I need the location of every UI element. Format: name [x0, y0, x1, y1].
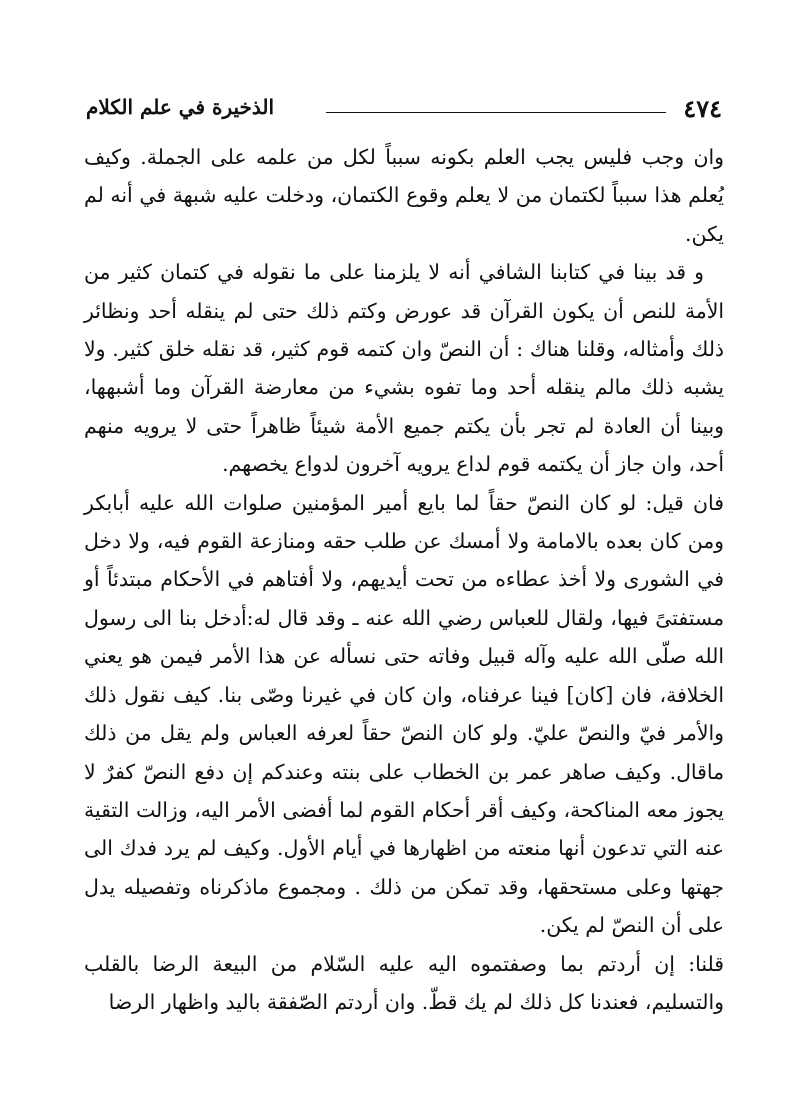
- paragraph-4: قلنا: إن أردتم بما وصفتموه اليه عليه السّلام من البيعة الرضا بالقلب والتسليم، فعندنا كل ذلك لم يك قطّ. وان أردتم الصّفقة باليد واظهار الرضا: [84, 951, 724, 1014]
- header-rule: [326, 112, 666, 113]
- page-number: ٤٧٤: [683, 94, 722, 123]
- page-header: [86, 92, 722, 128]
- running-title: الذخيرة في علم الكلام: [86, 95, 275, 119]
- body-text: [84, 138, 724, 1021]
- paragraph-1: وان وجب فليس يجب العلم بكونه سبباً لكل من علمه على الجملة. وكيف يُعلم هذا سبباً لكتمان من لا يعلم وقوع الكتمان، ودخلت عليه شبهة في أنه لم يكن.: [84, 145, 724, 246]
- paragraph-3: فان قيل: لو كان النصّ حقاً لما بايع أمير المؤمنين صلوات الله عليه أبابكر ومن كان بعده بالامامة ولا أمسك عن طلب حقه ومنازعة القوم فيه، ولا دخل في الشورى ولا أخذ عطاءه من تحت أيديهم، ولا أفتاهم في الأحكام مبتدئاً أو مستفتىً فيها، ولقال للعباس رضي الله عنه ـ وقد قال له:أدخل بنا الى رسول الله صلّى الله عليه وآله قبيل وفاته حتى نسأله عن هذا الأمر فيمن هو يعني الخلافة، فان [كان] فينا عرفناه، وان كان في غيرنا وصّى بنا. كيف نقول ذلك والأمر فيّ والنصّ عليّ. ولو كان النصّ حقاً لعرفه العباس ولم يقل من ذلك ماقال. وكيف صاهر عمر بن الخطاب على بنته وعندكم إن دفع النصّ كفرٌ لا يجوز معه المناكحة، وكيف أقر أحكام القوم لما أفضى الأمر اليه، وزالت التقية عنه التي تدعون أنها منعته من اظهارها في أيام الأول. وكيف لم يرد فدك الى جهتها وعلى مستحقها، وقد تمكن من ذلك . ومجموع ماذكرناه وتفصيله يدل على أن النصّ لم يكن.: [84, 490, 724, 938]
- paragraph-2: و قد بينا في كتابنا الشافي أنه لا يلزمنا على ما نقوله في كتمان كثير من الأمة للنص أن يكون القرآن قد عورض وكتم ذلك حتى لم ينقله أحد ونظائر ذلك وأمثاله، وقلنا هناك : أن النصّ وان كتمه قوم كثير، قد نقله خلق كثير. ولا يشبه ذلك مالم ينقله أحد وما تفوه بشيء من معارضة القرآن وما أشبهها، وبينا أن العادة لم تجر بأن يكتم جميع الأمة شيئاً ظاهراً حتى لا يرويه منهم أحد، وان جاز أن يكتمه قوم لداع يرويه آخرون لدواع يخصهم.: [84, 260, 724, 477]
